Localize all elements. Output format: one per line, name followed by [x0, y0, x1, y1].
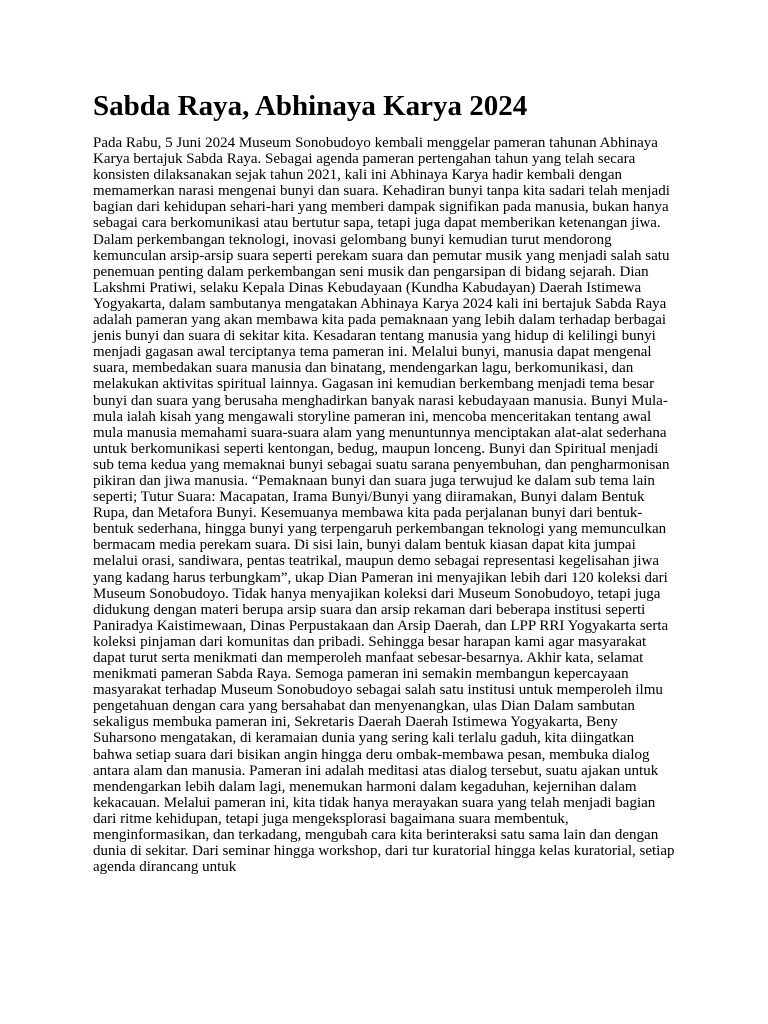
- article-body: Pada Rabu, 5 Juni 2024 Museum Sonobudoyo kembali menggelar pameran tahunan Abhinaya Karya bertajuk Sabda Raya. Sebagai agenda pameran pertengahan tahun yang telah secara konsisten dilaksanakan sejak tahun 2021, kali ini Abhinaya Karya hadir kembali dengan memamerkan narasi mengenai bunyi dan suara. Kehadiran bunyi tanpa kita sadari telah menjadi bagian dari kehidupan sehari-hari yang memberi dampak signifikan pada manusia, bukan hanya sebagai cara berkomunikasi atau bertutur sapa, tetapi juga dapat memberikan ketenangan jiwa. Dalam perkembangan teknologi, inovasi gelombang bunyi kemudian turut mendorong kemunculan arsip-arsip suara seperti perekam suara dan pemutar musik yang menjadi salah satu penemuan penting dalam perkembangan seni musik dan pengarsipan di bidang sejarah. Dian Lakshmi Pratiwi, selaku Kepala Dinas Kebudayaan (Kundha Kabudayan) Daerah Istimewa Yogyakarta, dalam sambutanya mengatakan Abhinaya Karya 2024 kali ini bertajuk Sabda Raya adalah pameran yang akan membawa kita pada pemaknaan yang lebih dalam terhadap berbagai jenis bunyi dan suara di sekitar kita. Kesadaran tentang manusia yang hidup di kelilingi bunyi menjadi gagasan awal terciptanya tema pameran ini. Melalui bunyi, manusia dapat mengenal suara, membedakan suara manusia dan binatang, mendengarkan lagu, berkomunikasi, dan melakukan aktivitas spiritual lainnya. Gagasan ini kemudian berkembang menjadi tema besar bunyi dan suara yang berusaha menghadirkan banyak narasi kebudayaan manusia. Bunyi Mula-mula ialah kisah yang mengawali storyline pameran ini, mencoba menceritakan tentang awal mula manusia memahami suara-suara alam yang menuntunnya menciptakan alat-alat sederhana untuk berkomunikasi seperti kentongan, bedug, maupun lonceng. Bunyi dan Spiritual menjadi sub tema kedua yang memaknai bunyi sebagai suatu sarana penyembuhan, dan pengharmonisan pikiran dan jiwa manusia. “Pemaknaan bunyi dan suara juga terwujud ke dalam sub tema lain seperti; Tutur Suara: Macapatan, Irama Bunyi/Bunyi yang diiramakan, Bunyi dalam Bentuk Rupa, dan Metafora Bunyi. Kesemuanya membawa kita pada perjalanan bunyi dari bentuk-bentuk sederhana, hingga bunyi yang terpengaruh perkembangan teknologi yang memunculkan bermacam media perekam suara. Di sisi lain, bunyi dalam bentuk kiasan dapat kita jumpai melalui orasi, sandiwara, pentas teatrikal, maupun demo sebagai representasi kegelisahan jiwa yang kadang harus terbungkam”, ukap Dian Pameran ini menyajikan lebih dari 120 koleksi dari Museum Sonobudoyo. Tidak hanya menyajikan koleksi dari Museum Sonobudoyo, tetapi juga didukung dengan materi berupa arsip suara dan arsip rekaman dari beberapa institusi seperti Paniradya Kaistimewaan, Dinas Perpustakaan dan Arsip Daerah, dan LPP RRI Yogyakarta serta koleksi pinjaman dari komunitas dan pribadi. Sehingga besar harapan kami agar masyarakat dapat turut serta menikmati dan memperoleh manfaat sebesar-besarnya. Akhir kata, selamat menikmati pameran Sabda Raya. Semoga pameran ini semakin membangun kepercayaan masyarakat terhadap Museum Sonobudoyo sebagai salah satu institusi untuk memperoleh ilmu pengetahuan dengan cara yang bersahabat dan menyenangkan, ulas Dian Dalam sambutan sekaligus membuka pameran ini, Sekretaris Daerah Daerah Istimewa Yogyakarta, Beny Suharsono mengatakan, di keramaian dunia yang sering kali terlalu gaduh, kita diingatkan bahwa setiap suara dari bisikan angin hingga deru ombak-membawa pesan, membuka dialog antara alam dan manusia. Pameran ini adalah meditasi atas dialog tersebut, suatu ajakan untuk mendengarkan lebih dalam lagi, menemukan harmoni dalam kegaduhan, kejernihan dalam kekacauan. Melalui pameran ini, kita tidak hanya merayakan suara yang telah menjadi bagian dari ritme kehidupan, tetapi juga mengeksplorasi bagaimana suara membentuk, menginformasikan, dan terkadang, mengubah cara kita berinteraksi satu sama lain dan dengan dunia di sekitar. Dari seminar hingga workshop, dari tur kuratorial hingga kelas kuratorial, setiap agenda dirancang untuk: [93, 135, 675, 876]
- article-title: Sabda Raya, Abhinaya Karya 2024: [93, 90, 528, 122]
- document-page: [93, 88, 675, 875]
